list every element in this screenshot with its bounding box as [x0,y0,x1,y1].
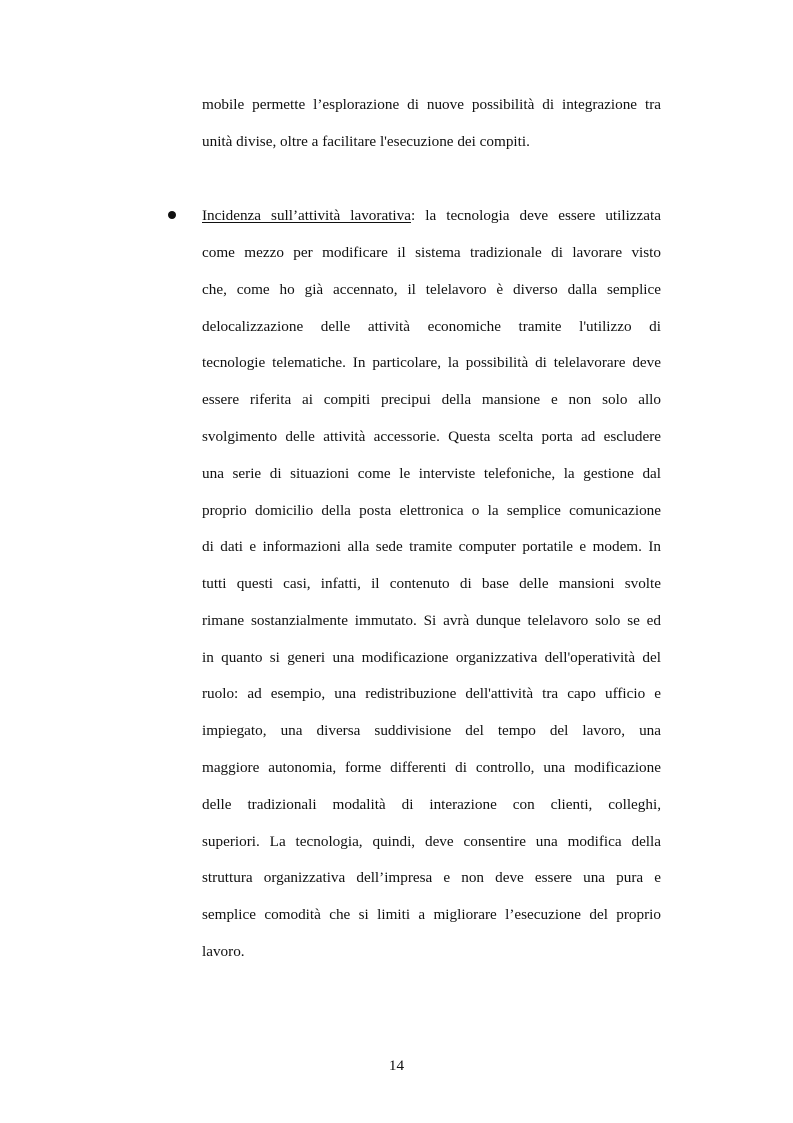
paragraph-line: proprio domicilio della posta elettronica o la semplice comunicazione [202,502,661,519]
paragraph-line: semplice comodità che si limiti a migliorare l’esecuzione del proprio [202,906,661,923]
paragraph-line: superiori. La tecnologia, quindi, deve consentire una modifica della [202,833,661,850]
paragraph-line: struttura organizzativa dell’impresa e non deve essere una pura e [202,869,661,886]
paragraph-line: rimane sostanzialmente immutato. Si avrà dunque telelavoro solo se ed [202,612,661,629]
paragraph-line: ruolo: ad esempio, una redistribuzione dell'attività tra capo ufficio e [202,685,661,702]
bullet-icon [168,211,176,219]
page-number: 14 [388,1057,405,1074]
continuation-line: mobile permette l’esplorazione di nuove possibilità di integrazione tra [202,96,661,113]
paragraph-line: maggiore autonomia, forme differenti di controllo, una modificazione [202,759,661,776]
paragraph-line: delocalizzazione delle attività economiche tramite l'utilizzo di [202,318,661,335]
continuation-line: unità divise, oltre a facilitare l'esecuzione dei compiti. [202,133,530,150]
paragraph-line: delle tradizionali modalità di interazione con clienti, colleghi, [202,796,661,813]
bullet-heading: Incidenza sull’attività lavorativa [202,207,411,224]
paragraph-line: lavoro. [202,943,245,960]
paragraph-line: che, come ho già accennato, il telelavoro è diverso dalla semplice [202,281,661,298]
paragraph-line: una serie di situazioni come le interviste telefoniche, la gestione dal [202,465,661,482]
paragraph-line: tecnologie telematiche. In particolare, la possibilità di telelavorare deve [202,354,661,371]
bullet-first-line-rest: : la tecnologia deve essere utilizzata [410,207,661,224]
paragraph-line: svolgimento delle attività accessorie. Questa scelta porta ad escludere [202,428,661,445]
paragraph-line: tutti questi casi, infatti, il contenuto di base delle mansioni svolte [202,575,661,592]
paragraph-line: in quanto si generi una modificazione organizzativa dell'operatività del [202,649,661,666]
bullet-first-line [202,206,661,226]
paragraph-line: impiegato, una diversa suddivisione del tempo del lavoro, una [202,722,661,739]
paragraph-line: essere riferita ai compiti precipui della mansione e non solo allo [202,391,661,408]
paragraph-line: come mezzo per modificare il sistema tradizionale di lavorare visto [202,244,661,261]
paragraph-line: di dati e informazioni alla sede tramite computer portatile e modem. In [202,538,661,555]
